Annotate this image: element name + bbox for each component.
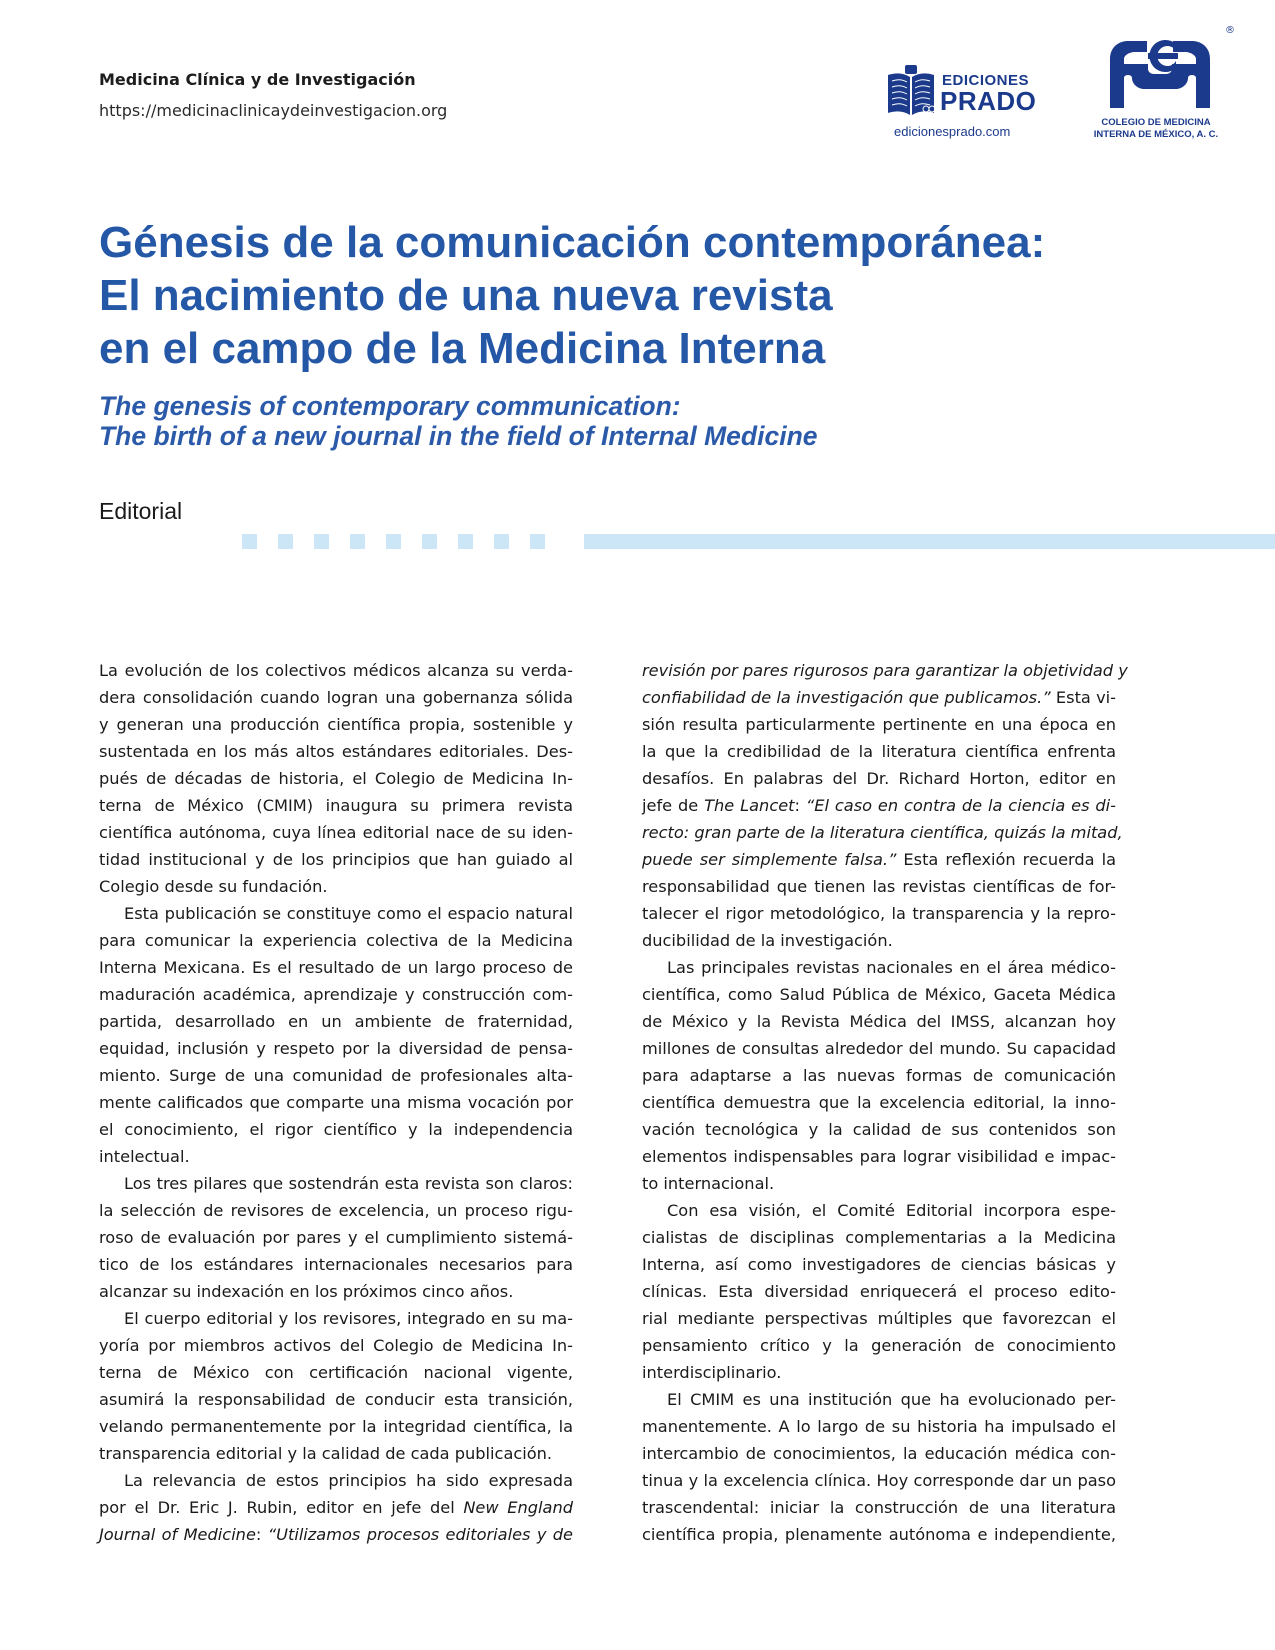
decorative-bar <box>584 534 1275 549</box>
italic-text: New England <box>463 1498 573 1517</box>
text-line <box>99 1521 573 1548</box>
journal-name: Medicina Clínica y de Investigación <box>99 70 416 89</box>
text-line: partida, desarrollado en un ambiente de fraternidad, <box>99 1012 573 1031</box>
cmim-logo <box>1090 25 1235 148</box>
text-line: pués de décadas de historia, el Colegio de Medicina In- <box>99 769 573 788</box>
text-line: científica, como Salud Pública de México, Gaceta Médica <box>642 985 1116 1004</box>
text-line: intelectual. <box>99 1147 190 1166</box>
text-line: velando permanentemente por la integridad científica, la <box>99 1417 573 1436</box>
text-line: y generan una producción científica propia, sostenible y <box>99 715 573 734</box>
subtitle-line: The genesis of contemporary communication: <box>99 391 681 421</box>
decorative-square <box>314 534 329 549</box>
text-span: jefe de <box>642 796 705 815</box>
text-line <box>642 792 1116 819</box>
text-line: científica propia, plenamente autónoma e independiente, <box>642 1525 1116 1544</box>
text-line: científica demuestra que la excelencia editorial, la inno- <box>642 1093 1116 1112</box>
text-line: El CMIM es una institución que ha evolucionado per- <box>667 1390 1116 1409</box>
text-line: Esta publicación se constituye como el espacio natural <box>124 904 573 923</box>
text-span: por el Dr. Eric J. Rubin, editor en jefe del <box>99 1498 464 1517</box>
text-line: sión resulta particularmente pertinente en una época en <box>642 715 1116 734</box>
text-line: de México y la Revista Médica del IMSS, alcanzan hoy <box>642 1012 1116 1031</box>
decorative-square <box>422 534 437 549</box>
text-line: Con esa visión, el Comité Editorial incorpora espe- <box>667 1201 1116 1220</box>
text-span: : <box>794 796 806 815</box>
text-line: recto: gran parte de la literatura científica, quizás la mitad, <box>642 823 1123 842</box>
text-line: clínicas. Esta diversidad enriquecerá el proceso edito- <box>642 1282 1116 1301</box>
italic-text: “Utilizamos procesos editoriales y de <box>267 1525 573 1544</box>
text-line: millones de consultas alrededor del mundo. Su capacidad <box>642 1039 1116 1058</box>
article-subtitle <box>99 391 818 451</box>
text-line: talecer el rigor metodológico, la transparencia y la repro- <box>642 904 1116 923</box>
text-line: cialistas de disciplinas complementarias a la Medicina <box>642 1228 1116 1247</box>
text-line: la selección de revisores de excelencia, un proceso rigu- <box>99 1201 573 1220</box>
text-line: to internacional. <box>642 1174 775 1193</box>
registered-mark: ® <box>1225 25 1235 36</box>
text-line: intercambio de conocimientos, la educación médica con- <box>642 1444 1116 1463</box>
text-line: trascendental: iniciar la construcción de una literatura <box>642 1498 1116 1517</box>
text-line: para comunicar la experiencia colectiva de la Medicina <box>99 931 573 950</box>
cmim-logo-line1: COLEGIO DE MEDICINA <box>1101 117 1211 128</box>
text-span: : <box>255 1525 268 1544</box>
decorative-square <box>458 534 473 549</box>
text-line: responsabilidad que tienen las revistas científicas de for- <box>642 877 1116 896</box>
body-column-right <box>642 657 1128 1548</box>
italic-text: puede ser simplemente falsa.” <box>642 850 897 869</box>
text-line: ducibilidad de la investigación. <box>642 931 893 950</box>
text-line: asumirá la responsabilidad de conducir esta transición, <box>99 1390 573 1409</box>
text-line <box>99 1494 573 1521</box>
text-line: maduración académica, aprendizaje y construcción com- <box>99 985 573 1004</box>
text-line: terna de México (CMIM) inaugura su primera revista <box>99 796 573 815</box>
text-line: mente calificados que comparte una misma vocación por <box>99 1093 573 1112</box>
subtitle-line: The birth of a new journal in the field of Internal Medicine <box>99 421 818 451</box>
text-line: Colegio desde su fundación. <box>99 877 328 896</box>
italic-text: Journal of Medicine <box>99 1525 256 1544</box>
text-line: alcanzar su indexación en los próximos cinco años. <box>99 1282 514 1301</box>
prado-logo-line2: PRADO <box>940 86 1037 116</box>
prado-url[interactable]: edicionesprado.com <box>894 124 1011 139</box>
text-line: la que la credibilidad de la literatura científica enfrenta <box>642 742 1116 761</box>
text-line: dera consolidación cuando logran una gobernanza sólida <box>99 688 573 707</box>
decorative-square <box>386 534 401 549</box>
decorative-square <box>530 534 545 549</box>
text-line: Interna Mexicana. Es el resultado de un largo proceso de <box>99 958 573 977</box>
text-line: científica autónoma, cuya línea editorial nace de su iden- <box>99 823 573 842</box>
decorative-square <box>278 534 293 549</box>
text-line: interdisciplinario. <box>642 1363 782 1382</box>
italic-text: The Lancet <box>704 796 795 815</box>
decorative-square <box>242 534 257 549</box>
text-line: miento. Surge de una comunidad de profesionales alta- <box>99 1066 573 1085</box>
ediciones-prado-logo <box>886 62 1036 140</box>
text-line: equidad, inclusión y respeto por la diversidad de pensa- <box>99 1039 573 1058</box>
text-line: terna de México con certificación nacional vigente, <box>99 1363 573 1382</box>
text-line: tidad institucional y de los principios que han guiado al <box>99 850 573 869</box>
italic-text: confiabilidad de la investigación que publicamos.” <box>642 688 1051 707</box>
text-line: manentemente. A lo largo de su historia ha impulsado el <box>642 1417 1116 1436</box>
decorative-square <box>494 534 509 549</box>
text-line: vación tecnológica y la calidad de sus contenidos son <box>642 1120 1116 1139</box>
text-line: desafíos. En palabras del Dr. Richard Horton, editor en <box>642 769 1116 788</box>
body-column-left <box>99 657 573 1548</box>
text-line: revisión por pares rigurosos para garantizar la objetividad y <box>642 661 1128 680</box>
text-line: elementos indispensables para lograr visibilidad e impac- <box>642 1147 1116 1166</box>
prado-logo-line1: EDICIONES <box>942 72 1030 89</box>
article-title <box>99 216 1045 375</box>
text-line: pensamiento crítico y la generación de conocimiento <box>642 1336 1116 1355</box>
text-line: el conocimiento, el rigor científico y la independencia <box>99 1120 573 1139</box>
text-line: La relevancia de estos principios ha sido expresada <box>124 1471 573 1490</box>
cmim-logo-line2: INTERNA DE MÉXICO, A. C. <box>1093 129 1219 140</box>
open-book-icon <box>886 65 936 120</box>
title-line: El nacimiento de una nueva revista <box>99 271 833 320</box>
text-line: transparencia editorial y la calidad de cada publicación. <box>99 1444 553 1463</box>
decorative-square <box>350 534 365 549</box>
text-line: Interna, así como investigadores de ciencias básicas y <box>642 1255 1116 1274</box>
cmim-emblem-icon <box>1090 28 1230 122</box>
text-line: tico de los estándares internacionales necesarios para <box>99 1255 573 1274</box>
title-line: Génesis de la comunicación contemporánea: <box>99 218 1046 267</box>
text-span: Esta reflexión recuerda la <box>896 850 1116 869</box>
title-line: en el campo de la Medicina Interna <box>99 324 826 373</box>
text-line: sustentada en los más altos estándares editoriales. Des- <box>99 742 573 761</box>
text-line: yoría por miembros activos del Colegio de Medicina In- <box>99 1336 573 1355</box>
text-line: para adaptarse a las nuevas formas de comunicación <box>642 1066 1116 1085</box>
section-label: Editorial <box>99 498 183 524</box>
text-line <box>642 846 1116 873</box>
italic-text: “El caso en contra de la ciencia es di- <box>805 796 1117 815</box>
text-line: La evolución de los colectivos médicos alcanza su verda- <box>99 661 573 680</box>
text-line: rial mediante perspectivas múltiples que favorezcan el <box>642 1309 1116 1328</box>
journal-url[interactable]: https://medicinaclinicaydeinvestigacion.org <box>99 101 448 120</box>
text-line <box>642 684 1116 711</box>
text-line: Las principales revistas nacionales en el área médico- <box>667 958 1116 977</box>
text-line: Los tres pilares que sostendrán esta revista son claros: <box>124 1174 573 1193</box>
text-line: tinua y la excelencia clínica. Hoy corresponde dar un paso <box>642 1471 1116 1490</box>
text-span: Esta vi- <box>1050 688 1116 707</box>
text-line: El cuerpo editorial y los revisores, integrado en su ma- <box>124 1309 573 1328</box>
text-line: roso de evaluación por pares y el cumplimiento sistemá- <box>99 1228 573 1247</box>
